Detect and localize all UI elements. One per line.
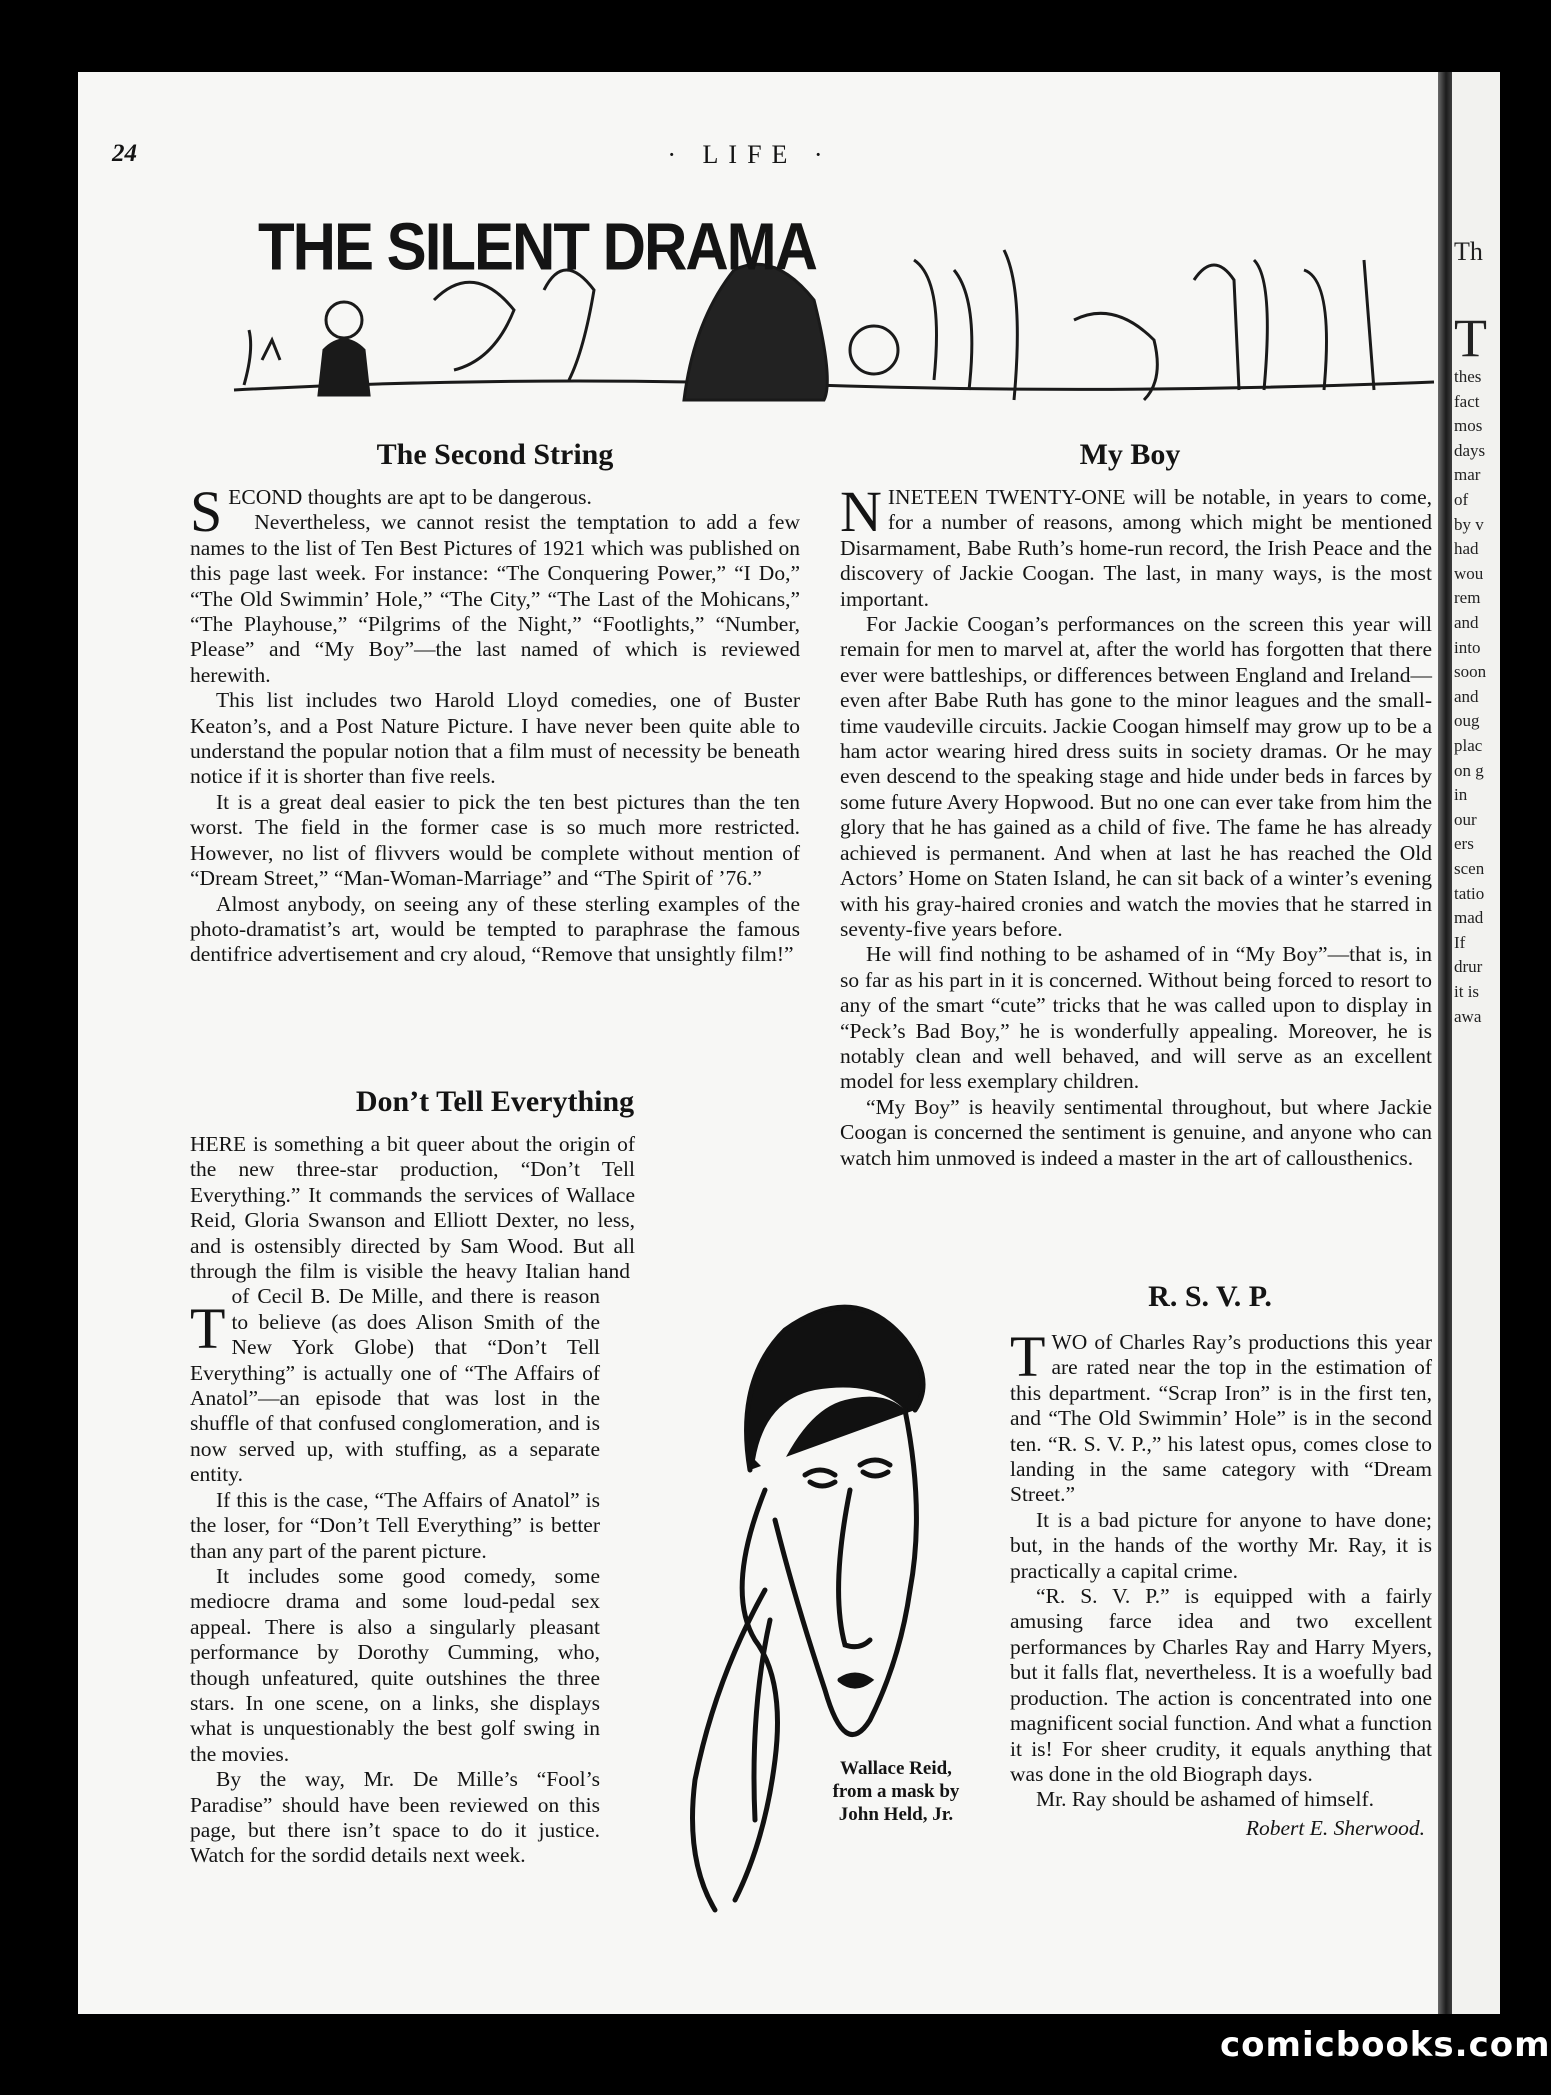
heading-second-string: The Second String <box>376 438 614 471</box>
next-page-line: it is <box>1454 982 1480 1001</box>
paragraph: Mr. Ray should be ashamed of himself. <box>1036 1787 1374 1812</box>
heading-rsvp: R. S. V. P. <box>1148 1280 1272 1313</box>
next-page-line: days <box>1454 440 1486 460</box>
next-page-line: thes <box>1454 367 1482 386</box>
next-page-line: rem <box>1454 588 1481 608</box>
dropcap: T <box>190 1296 226 1361</box>
next-page-line: T <box>1454 308 1487 368</box>
paragraph: INETEEN TWENTY-ONE will be notable, in years to come, for a number of reasons, among which might be mentioned Disarmament, Babe Ruth’s home-run record, the Irish Peace and the discovery of Jackie Coogan. The last, in many ways, is the most important. <box>840 485 1432 611</box>
paragraph: HERE is something a bit queer about the origin of the new three-star production, “Don’t Tell Everything.” It commands the services of Wallace Reid, Gloria Swanson and Elliott Dexter, no less, and is ostensibly directed by Sam Wood. But all through the film is visible the heavy Italian hand of Cecil B. De Mille, and there is reason to believe (as does Alison Smith of the New York Globe) that “Don’t Tell Everything” is actually one of “The Affairs of Anatol”—an episode that was lost in the shuffle of that confused conglomeration, and is now served up, with stuffing, as a separate entity. <box>190 1132 635 1487</box>
next-page-line: ers <box>1454 834 1474 854</box>
next-page-line: by v <box>1454 514 1484 534</box>
next-page-line: and <box>1454 613 1479 632</box>
paragraph: He will find nothing to be ashamed of in “My Boy”—that is, in so far as his part in it is concerned. Without being forced to resort to any of the smart “cute” tricks that he was called upon to display in “Peck’s Bad Boy,” he is wonderfully appealing. Moreover, he is notably clean and well behaved, and will serve as an excellent model for less exemplary children. <box>840 942 1432 1094</box>
next-page-line: plac <box>1454 736 1483 755</box>
next-page-line: on g <box>1454 760 1484 780</box>
byline-signature: Robert E. Sherwood. <box>1245 1816 1425 1840</box>
paragraph: For Jackie Coogan’s performances on the screen this year will remain for men to marvel at, after the world has forgotten that there ever were battleships, or differences between England and Ireland—even after Babe Ruth has gone to the minor leagues and the small-time vaudeville circuits. Jackie Coogan himself may grow up to be a ham actor wearing hired dress suits in society dramas. Or he may even descend to the speaking stage and hide under beds in farces by some future Avery Hopwood. But no one can ever take from him the glory that he has gained as a child of five. The fame he has already achieved is permanent. And when at last he has reached the Old Actors’ Home on Staten Island, he can sit back of a winter’s evening with his gray-haired cronies and watch the movies that he starred in seventy-five years before. <box>840 612 1432 941</box>
paragraph: It is a great deal easier to pick the ten best pictures than the ten worst. The field in the former case is so much more restricted. However, no list of flivvers would be complete without mention of “Dream Street,” “Man-Woman-Marriage” and “The Spirit of ’76.” <box>190 789 800 891</box>
next-page-line: mad <box>1454 908 1484 928</box>
heading-my-boy: My Boy <box>1079 438 1181 471</box>
next-page-line: oug <box>1454 711 1480 731</box>
article-my-boy <box>840 479 1432 1171</box>
paragraph: If this is the case, “The Affairs of Anatol” is the loser, for “Don’t Tell Everything” is better than any part of the parent picture. <box>190 1487 600 1563</box>
next-page-line: tatio <box>1454 883 1485 903</box>
next-page-line: fact <box>1454 391 1480 411</box>
paragraph: It includes some good comedy, some mediocre drama and some loud-pedal sex appeal. There is also a singularly pleasant performance by Dorothy Cumming, who, though unfeatured, quite outshines the three stars. In one scene, on a links, she displays what is unquestionably the best golf swing in the movies. <box>190 1563 600 1766</box>
watermark: comicbooks.com <box>1220 2025 1551 2065</box>
next-page-line: drur <box>1454 957 1483 977</box>
next-page-line: soon <box>1454 662 1487 682</box>
next-page-fragment <box>1452 72 1500 2014</box>
paragraph: This list includes two Harold Lloyd comedies, one of Buster Keaton’s, and a Post Nature Picture. I have never been quite able to understand the popular notion that a film must of necessity be beneath notice if it is shorter than five reels. <box>190 688 800 789</box>
article-second-string <box>190 479 800 968</box>
next-page-line: our <box>1454 809 1477 829</box>
paragraph: ECOND thoughts are apt to be dangerous. <box>228 485 592 509</box>
heading-dont-tell-everything: Don’t Tell Everything <box>355 1085 635 1118</box>
next-page-line: Th <box>1454 237 1483 266</box>
wallace-reid-mask-drawing <box>655 1260 985 1930</box>
next-page-line: in <box>1454 785 1468 805</box>
banner-title: THE SILENT DRAMA <box>258 209 816 285</box>
paragraph: “My Boy” is heavily sentimental throughout, but where Jackie Coogan is concerned the sentiment is genuine, and anyone who can watch him unmoved is indeed a master in the art of callousthenics. <box>840 1094 1432 1170</box>
dropcap: N <box>840 479 882 544</box>
next-page-line: of <box>1454 490 1469 509</box>
next-page-line: had <box>1454 539 1479 559</box>
paragraph: Almost anybody, on seeing any of these sterling examples of the photo-dramatist’s art, would be tempted to paraphrase the famous dentifrice advertisement and cry aloud, “Remove that unsightly film!” <box>190 891 800 967</box>
dropcap: S <box>190 479 223 544</box>
next-page-line: wou <box>1454 563 1484 583</box>
next-page-line: scen <box>1454 859 1485 878</box>
illustration-caption: Wallace Reid, from a mask by John Held, Jr. <box>832 1758 960 1825</box>
paragraph: “R. S. V. P.” is equipped with a fairly amusing farce idea and two excellent performances by Charles Ray and Harry Myers, but it falls flat, nevertheless. It is a woefully bad production. The action is concentrated into one magnificent social function. And what a function it is! For sheer crudity, it equals anything that was done in the old Biograph days. <box>1010 1584 1432 1786</box>
next-page-line: mos <box>1454 416 1483 436</box>
paragraph: Nevertheless, we cannot resist the temptation to add a few names to the list of Ten Best Pictures of 1921 which was published on this page last week. For instance: “The Conquering Power,” “I Do,” “The Old Swimmin’ Hole,” “The City,” “The Last of the Mohicans,” “The Playhouse,” “Pilgrims of the Night,” “Footlights,” “Number, Please” and “My Boy”—the last named of which is reviewed herewith. <box>190 510 800 687</box>
next-page-line: and <box>1454 686 1479 706</box>
page-number: 24 <box>112 140 137 167</box>
next-page-line: mar <box>1454 465 1481 485</box>
masthead: · LIFE · <box>667 140 833 169</box>
next-page-line: awa <box>1454 1006 1482 1026</box>
paragraph: It is a bad picture for anyone to have done; but, in the hands of the worthy Mr. Ray, it is practically a capital crime. <box>1010 1507 1432 1583</box>
paragraph: WO of Charles Ray’s productions this year are rated near the top in the estimation of this department. “Scrap Iron” is in the first ten, and “The Old Swimmin’ Hole” is in the second ten. “R. S. V. P.,” his latest opus, comes close to landing in the same category with “Dream Street.” <box>1010 1330 1432 1507</box>
next-page-line: If <box>1454 932 1466 952</box>
paragraph: By the way, Mr. De Mille’s “Fool’s Paradise” should have been reviewed on this page, but there isn’t space to do it justice. Watch for the sordid details next week. <box>190 1767 600 1868</box>
article-rsvp <box>1010 1324 1432 1813</box>
dropcap: T <box>1010 1324 1046 1389</box>
next-page-line: into <box>1454 637 1481 657</box>
